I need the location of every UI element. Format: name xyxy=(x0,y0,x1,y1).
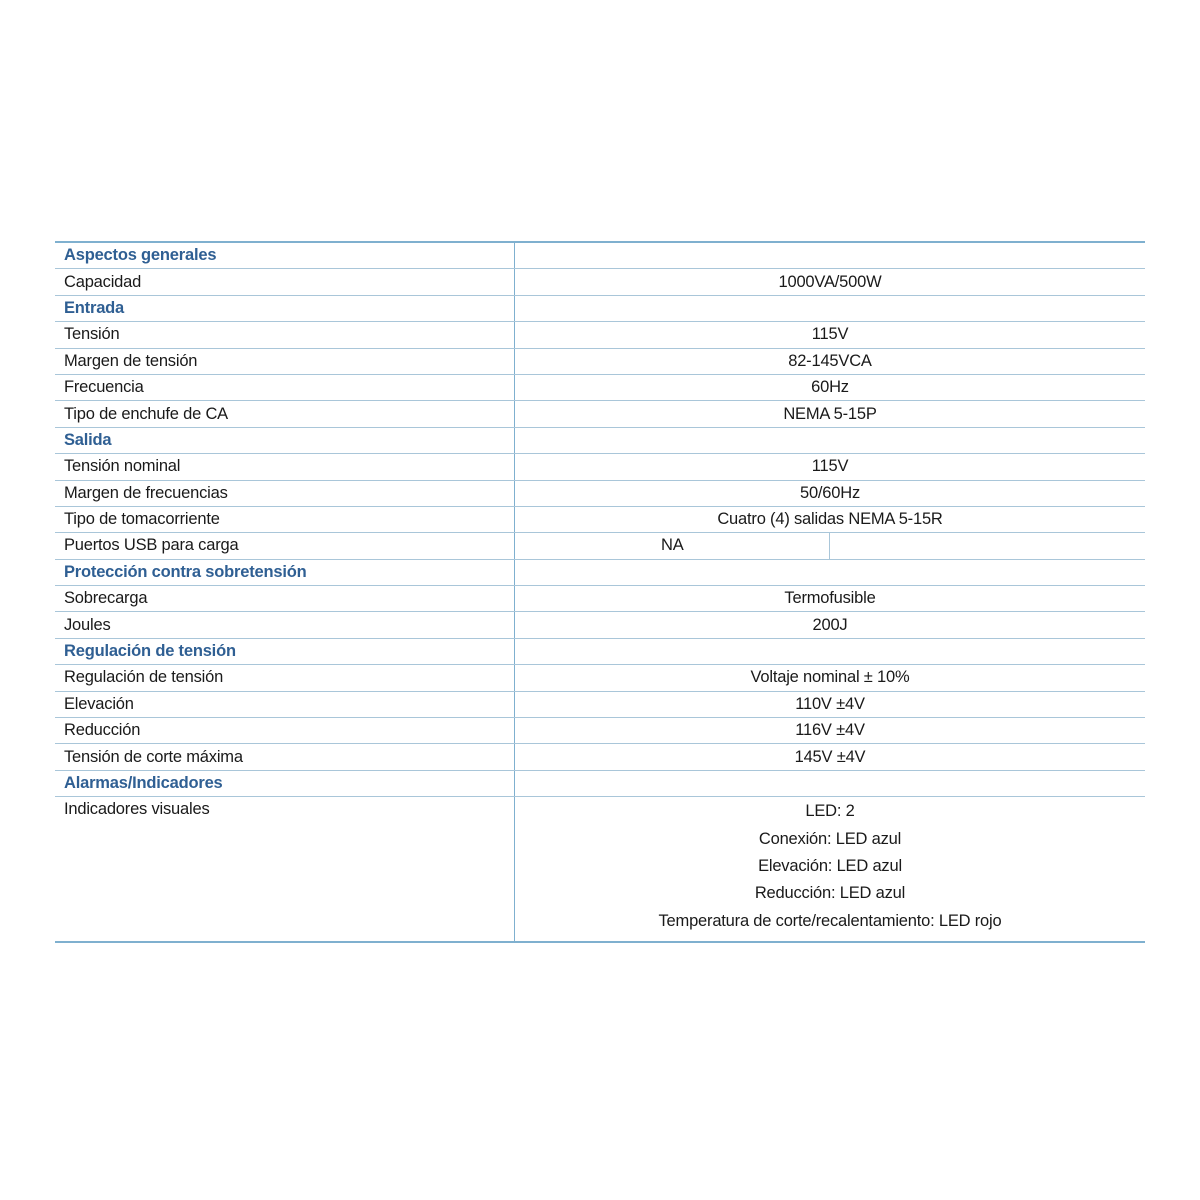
row-value-multiline xyxy=(515,797,1145,941)
row-label: Tensión nominal xyxy=(55,454,515,479)
section-header-row xyxy=(55,771,1145,797)
row-label: Sobrecarga xyxy=(55,586,515,611)
indicator-line: Elevación: LED azul xyxy=(758,856,902,875)
row-label: Regulación de tensión xyxy=(55,665,515,690)
row-label: Elevación xyxy=(55,692,515,717)
table-row xyxy=(55,454,1145,480)
row-value: 116V ±4V xyxy=(795,721,865,740)
section-title: Entrada xyxy=(55,296,515,321)
row-value: Termofusible xyxy=(784,589,876,608)
table-row xyxy=(55,375,1145,401)
section-title: Aspectos generales xyxy=(55,243,515,268)
table-row xyxy=(55,507,1145,533)
section-header-row xyxy=(55,296,1145,322)
section-title: Alarmas/Indicadores xyxy=(55,771,515,796)
row-label: Indicadores visuales xyxy=(55,797,515,941)
row-label: Tipo de tomacorriente xyxy=(55,507,515,532)
row-value: 1000VA/500W xyxy=(778,272,882,291)
row-value xyxy=(515,533,1145,558)
section-header-row xyxy=(55,639,1145,665)
section-title: Salida xyxy=(55,428,515,453)
row-value: 115V xyxy=(811,325,849,344)
row-label: Reducción xyxy=(55,718,515,743)
table-row-visual-indicators xyxy=(55,797,1145,941)
row-value xyxy=(515,639,1145,664)
indicator-line: LED: 2 xyxy=(805,802,855,821)
row-value-text: NA xyxy=(515,533,830,558)
row-value: 60Hz xyxy=(811,378,849,397)
row-value xyxy=(515,428,1145,453)
spec-table xyxy=(55,241,1145,943)
row-label: Tipo de enchufe de CA xyxy=(55,401,515,426)
row-label: Puertos USB para carga xyxy=(55,533,515,558)
row-value xyxy=(515,560,1145,585)
section-title: Regulación de tensión xyxy=(55,639,515,664)
table-row xyxy=(55,269,1145,295)
table-row xyxy=(55,665,1145,691)
row-value: 115V xyxy=(811,457,849,476)
indicator-line: Temperatura de corte/recalentamiento: LED rojo xyxy=(658,911,1002,930)
table-row xyxy=(55,718,1145,744)
row-value xyxy=(515,296,1145,321)
indicator-line: Conexión: LED azul xyxy=(758,829,902,848)
section-header-row xyxy=(55,243,1145,269)
row-label: Tensión de corte máxima xyxy=(55,744,515,769)
row-value: Voltaje nominal ± 10% xyxy=(750,668,910,687)
row-value xyxy=(515,771,1145,796)
indicator-line: Reducción: LED azul xyxy=(754,884,906,903)
table-row xyxy=(55,322,1145,348)
row-label: Capacidad xyxy=(55,269,515,294)
table-row xyxy=(55,744,1145,770)
table-row xyxy=(55,586,1145,612)
row-value: 50/60Hz xyxy=(799,483,861,502)
row-label: Joules xyxy=(55,612,515,637)
table-row xyxy=(55,692,1145,718)
section-title: Protección contra sobretensión xyxy=(55,560,515,585)
table-row xyxy=(55,612,1145,638)
row-label: Margen de frecuencias xyxy=(55,481,515,506)
section-header-row xyxy=(55,560,1145,586)
spec-rows xyxy=(55,243,1145,797)
row-value: 82-145VCA xyxy=(788,351,872,370)
table-row xyxy=(55,481,1145,507)
row-value: NEMA 5-15P xyxy=(783,404,877,423)
table-row xyxy=(55,533,1145,559)
row-label: Margen de tensión xyxy=(55,349,515,374)
section-header-row xyxy=(55,428,1145,454)
table-row xyxy=(55,349,1145,375)
row-value: 110V ±4V xyxy=(795,694,865,713)
row-value xyxy=(515,243,1145,268)
table-row xyxy=(55,401,1145,427)
row-value: Cuatro (4) salidas NEMA 5-15R xyxy=(717,510,943,529)
row-label: Frecuencia xyxy=(55,375,515,400)
row-value: 145V ±4V xyxy=(794,747,866,766)
row-label: Tensión xyxy=(55,322,515,347)
row-value: 200J xyxy=(812,615,848,634)
